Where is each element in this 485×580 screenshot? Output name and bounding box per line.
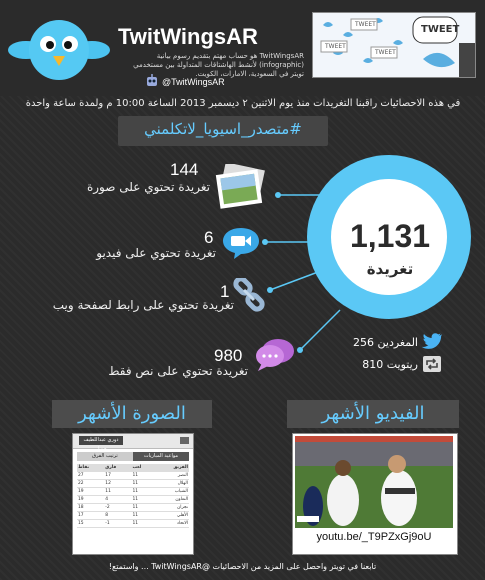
twitter-handle[interactable]: @TwitWingsAR xyxy=(162,77,225,87)
total-tweets-value: 1,131 xyxy=(349,218,431,254)
link-icon xyxy=(232,278,266,312)
videos-label: تغريدة تحتوي على فيديو xyxy=(96,246,216,260)
retweets-value: 810 xyxy=(362,358,384,371)
links-count: 1 xyxy=(220,282,230,301)
table-row: 27 17 11 النصر xyxy=(78,473,188,478)
promo-word-2: TWEET xyxy=(325,43,346,50)
promo-word-1: TWEET xyxy=(355,21,376,28)
images-label: تغريدة تحتوي على صورة xyxy=(86,180,210,194)
twitter-bird-icon xyxy=(422,332,442,350)
images-count: 144 xyxy=(170,160,199,179)
links-label: تغريدة تحتوي على رابط لصفحة ويب xyxy=(52,298,234,312)
tweeters-stat xyxy=(340,336,418,349)
footer-text: تابعنا في تويتر واحصل على المزيد من الاحصائيات @TwitWingsAR ... واستمتع! xyxy=(108,562,377,571)
promo-word-3: TWEET xyxy=(375,49,396,56)
top-video-thumbnail[interactable] xyxy=(295,436,453,528)
total-tweets-label: تغريدة xyxy=(366,260,414,278)
hashtag[interactable]: #متصدر_اسيويا_لاتكلمني xyxy=(144,120,302,138)
tweeters-value: 256 xyxy=(353,336,375,349)
top-video-url[interactable]: youtu.be/_T9PZxGj9oU xyxy=(316,531,432,543)
videos-count: 6 xyxy=(204,228,214,247)
promo-word-4: TWEET xyxy=(421,24,460,35)
top-image-frame[interactable] xyxy=(72,433,194,555)
app-title: دوري عبداللطيف جميل xyxy=(79,436,123,445)
table-row: 22 12 11 الهلال xyxy=(78,481,188,486)
col-team: الفريق xyxy=(154,464,189,472)
tab-fixtures[interactable]: مواعيد المباريات xyxy=(133,452,189,461)
table-header xyxy=(77,464,189,472)
standings-table xyxy=(77,464,189,528)
intro-text: في هذه الاحصائيات راقبنا التغريدات منذ يوم الاثنين ٢ ديسمبر 2013 الساعة 10:00 م ولمدة ساعة واحدة xyxy=(25,98,461,109)
menu-icon[interactable] xyxy=(180,437,189,444)
top-image-title: الصورة الأشهر xyxy=(52,400,212,428)
retweets-label: ريتويت xyxy=(386,358,418,371)
top-video-title: الفيديو الأشهر xyxy=(287,400,459,428)
tab-standings[interactable]: ترتيب الفرق xyxy=(77,452,133,461)
col-points: نقاط xyxy=(77,464,104,472)
text-label: تغريدة تحتوي على نص فقط xyxy=(108,364,248,378)
table-row: 15 -1 11 الاتحاد xyxy=(78,521,188,526)
brand-title: TwitWingsAR xyxy=(118,24,258,49)
table-row: 17 8 11 الأهلي xyxy=(78,513,188,518)
image-icon xyxy=(214,164,268,210)
col-goal-diff: فارق xyxy=(104,464,131,472)
col-played: لعب xyxy=(132,464,155,472)
text-count: 980 xyxy=(214,346,243,365)
brand-description: TwitWingsAR هو حساب مهتم بتقديم رسوم بيانية (infographic) لأنشط الهاشتاقات المتداولة بين مستخدمي تويتر في السعودية، الامارات، الكويت. xyxy=(133,52,304,78)
retweet-icon xyxy=(423,356,441,372)
table-row: 19 11 11 الشباب xyxy=(78,489,188,494)
tweeters-label: المغردين xyxy=(377,336,418,349)
table-row: 18 -2 11 نجران xyxy=(78,505,188,510)
chat-bubble-icon xyxy=(254,336,296,372)
retweets-stat xyxy=(340,358,418,371)
video-icon xyxy=(222,226,260,260)
table-row: 19 4 11 التعاون xyxy=(78,497,188,502)
